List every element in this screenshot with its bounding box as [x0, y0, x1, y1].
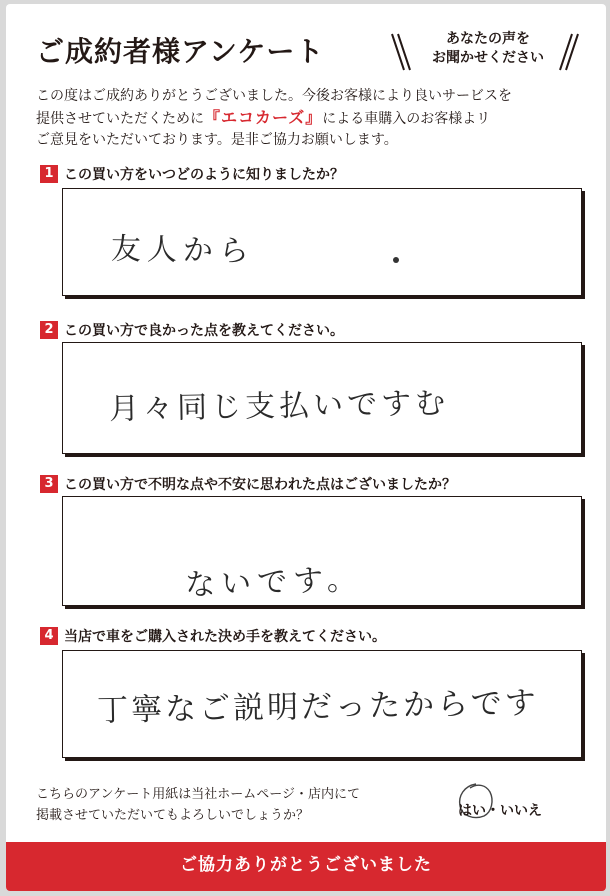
- consent-choices[interactable]: はい・いいえ: [458, 803, 542, 819]
- consent-line1: こちらのアンケート用紙は当社ホームページ・店内にて: [36, 787, 360, 802]
- answer-4-handwriting: 丁寧なご説明だったからです: [96, 685, 540, 729]
- consent-line2: 掲載させていただいてもよろしいでしょうか？: [36, 808, 310, 823]
- question-1-text: この買い方をいつどのように知りましたか？: [64, 167, 344, 183]
- tagline-line1: あなたの声を: [446, 31, 530, 47]
- intro-line2-before: 提供させていただくために: [36, 111, 204, 127]
- publish-consent-text: [36, 784, 436, 826]
- intro-line1: この度はご成約ありがとうございました。今後お客様により良いサービスを: [36, 88, 512, 104]
- brand-name: 『エコカーズ』: [204, 108, 323, 127]
- tagline-line2: お聞かせください: [432, 50, 544, 66]
- question-2-number: 2: [40, 321, 58, 339]
- question-3-heading: [40, 474, 456, 494]
- question-3-number: 3: [40, 475, 58, 493]
- question-3-text: この買い方で不明な点や不安に思われた点はございましたか？: [64, 477, 456, 493]
- question-2-text: この買い方で良かった点を教えてください。: [64, 323, 344, 339]
- question-4-text: 当店で車をご購入された決め手を教えてください。: [64, 629, 386, 645]
- ink-dot: [393, 257, 399, 263]
- intro-line2-after: による車購入のお客様よリ: [322, 111, 491, 127]
- question-4-heading: [40, 626, 386, 646]
- question-4-number: 4: [40, 627, 58, 645]
- tagline-block: [390, 30, 586, 76]
- question-1-number: 1: [40, 165, 58, 183]
- survey-title: ご成約者様アンケート: [36, 35, 325, 68]
- answer-3-handwriting: ないです。: [184, 561, 364, 604]
- footer-thanks-bar: ご協力ありがとうございました: [6, 842, 606, 891]
- question-1-heading: [40, 164, 344, 184]
- intro-text: [36, 86, 596, 151]
- answer-2-box[interactable]: [62, 342, 582, 454]
- answer-4-box[interactable]: [62, 650, 582, 758]
- answer-1-handwriting: 友人から: [110, 231, 256, 270]
- intro-line3: ご意見をいただいております。是非ご協力お願いします。: [36, 132, 398, 148]
- question-2-heading: [40, 320, 344, 340]
- answer-2-handwriting: 月々同じ支払いですむ: [108, 386, 450, 427]
- answer-3-box[interactable]: [62, 496, 582, 606]
- answer-1-box[interactable]: [62, 188, 582, 296]
- intro-line2: [36, 107, 596, 130]
- survey-card: [6, 4, 606, 891]
